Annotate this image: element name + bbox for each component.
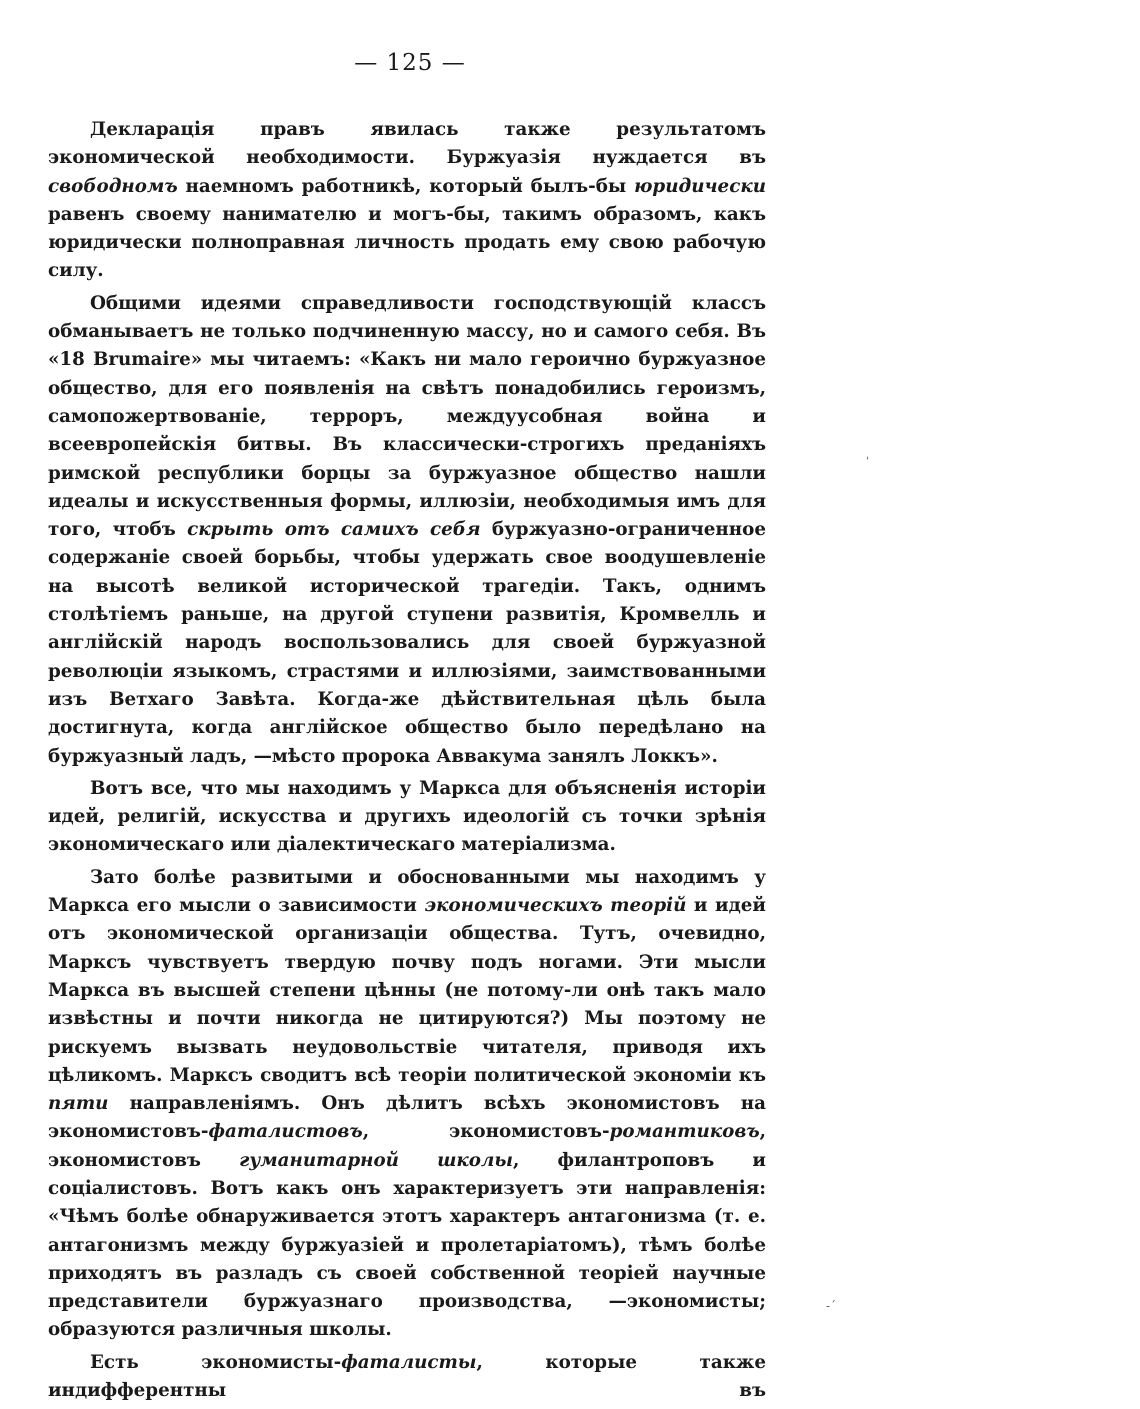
paragraph-brumaire-quote (48, 290, 766, 771)
italic-term: романтиковъ (609, 1121, 760, 1143)
text-run: Есть экономисты- (90, 1351, 342, 1373)
italic-term: скрыть отъ самихъ себя (187, 519, 481, 541)
text-run: , которые также индифферентны въ (48, 1351, 766, 1402)
text-body (48, 116, 766, 1409)
paragraph-declaration (48, 116, 766, 286)
scan-speck: -ˊ (826, 1299, 837, 1313)
text-run: равенъ своему нанимателю и могъ-бы, такимъ образомъ, какъ юридически полноправная личность продать ему свою рабочую силу. (48, 203, 766, 282)
italic-term: гуманитарной школы (239, 1149, 513, 1171)
paragraph-economic-theories (48, 864, 766, 1345)
scan-speck: ˌ (866, 447, 870, 461)
italic-term: экономическихъ теорій (424, 895, 687, 917)
text-run: , филантроповъ и соціалистовъ. Вотъ какъ онъ характеризуетъ эти направленія: «Чѣмъ болѣе обнаруживается этотъ характеръ антагонизма (т. е. антагонизмъ между буржуазіей и пролетаріатомъ), тѣмъ болѣе приходятъ въ разладъ съ своей собственной теоріей научные представители буржуазнаго производства, —экономисты; образуются различныя школы. (48, 1149, 766, 1341)
text-run: и идей отъ экономической организаціи общества. Тутъ, очевидно, Марксъ чувствуетъ твердую почву подъ ногами. Эти мысли Маркса въ высшей степени цѣнны (не потому-ли онѣ такъ мало извѣстны и почти никогда не цитируются?) Мы поэтому не рискуемъ вызвать неудовольствіе читателя, приводя ихъ цѣликомъ. Марксъ сводитъ всѣ теоріи политической экономіи къ (48, 895, 766, 1086)
text-run: направленіямъ. Онъ дѣлитъ всѣхъ экономистовъ на экономистовъ- (48, 1093, 766, 1143)
page-number: — 125 — (354, 50, 466, 76)
text-run: Общими идеями справедливости господствующій классъ обманываетъ не только подчиненную массу, но и самого себя. Въ «18 Brumaire» мы читаемъ: «Какъ ни мало героично буржуазное общество, для его появленія на свѣтъ понадобились героизмъ, самопожертвованіе, терроръ, междуусобная война и всеевропейскія битвы. Въ классически-строгихъ преданіяхъ римской республики борцы за буржуазное общество нашли идеалы и искусственныя формы, иллюзіи, необходимыя имъ для того, чтобъ (48, 292, 766, 541)
text-run: Зато болѣе развитыми и обоснованными мы находимъ у Маркса его мысли о зависимости (48, 866, 766, 917)
italic-term: пяти (48, 1093, 109, 1115)
text-run: буржуазно-ограниченное содержаніе своей борьбы, чтобы удержать свое воодушевленіе на высотѣ великой исторической трагедіи. Такъ, однимъ столѣтіемъ раньше, на другой ступени развитія, Кромвелль и англійскій народъ воспользовались для своей буржуазной революціи языкомъ, страстями и иллюзіями, заимствованными изъ Ветхаго Завѣта. Когда-же дѣйствительная цѣль была достигнута, когда англійское общество было передѣлано на буржуазный ладъ, —мѣсто пророка Аввакума занялъ Локкъ». (48, 519, 766, 767)
paragraph-fatalists (48, 1349, 766, 1406)
italic-term: фаталистовъ (208, 1121, 363, 1143)
paragraph-summary (48, 775, 766, 860)
text-run: Декларація правъ явилась также результатомъ экономической необходимости. Буржуазія нуждается въ (48, 119, 766, 169)
text-run: Вотъ все, что мы находимъ у Маркса для объясненія исторіи идей, религій, искусства и другихъ идеологій съ точки зрѣнія экономическаго или діалектическаго матеріализма. (48, 777, 766, 856)
italic-term: свободномъ (48, 175, 178, 197)
italic-term: фаталисты (341, 1351, 477, 1373)
text-run: , экономистовъ (48, 1121, 766, 1171)
text-run: , экономистовъ- (362, 1121, 610, 1143)
text-run: наемномъ работникѣ, который былъ-бы (177, 175, 635, 197)
italic-term: юридически (634, 175, 766, 197)
